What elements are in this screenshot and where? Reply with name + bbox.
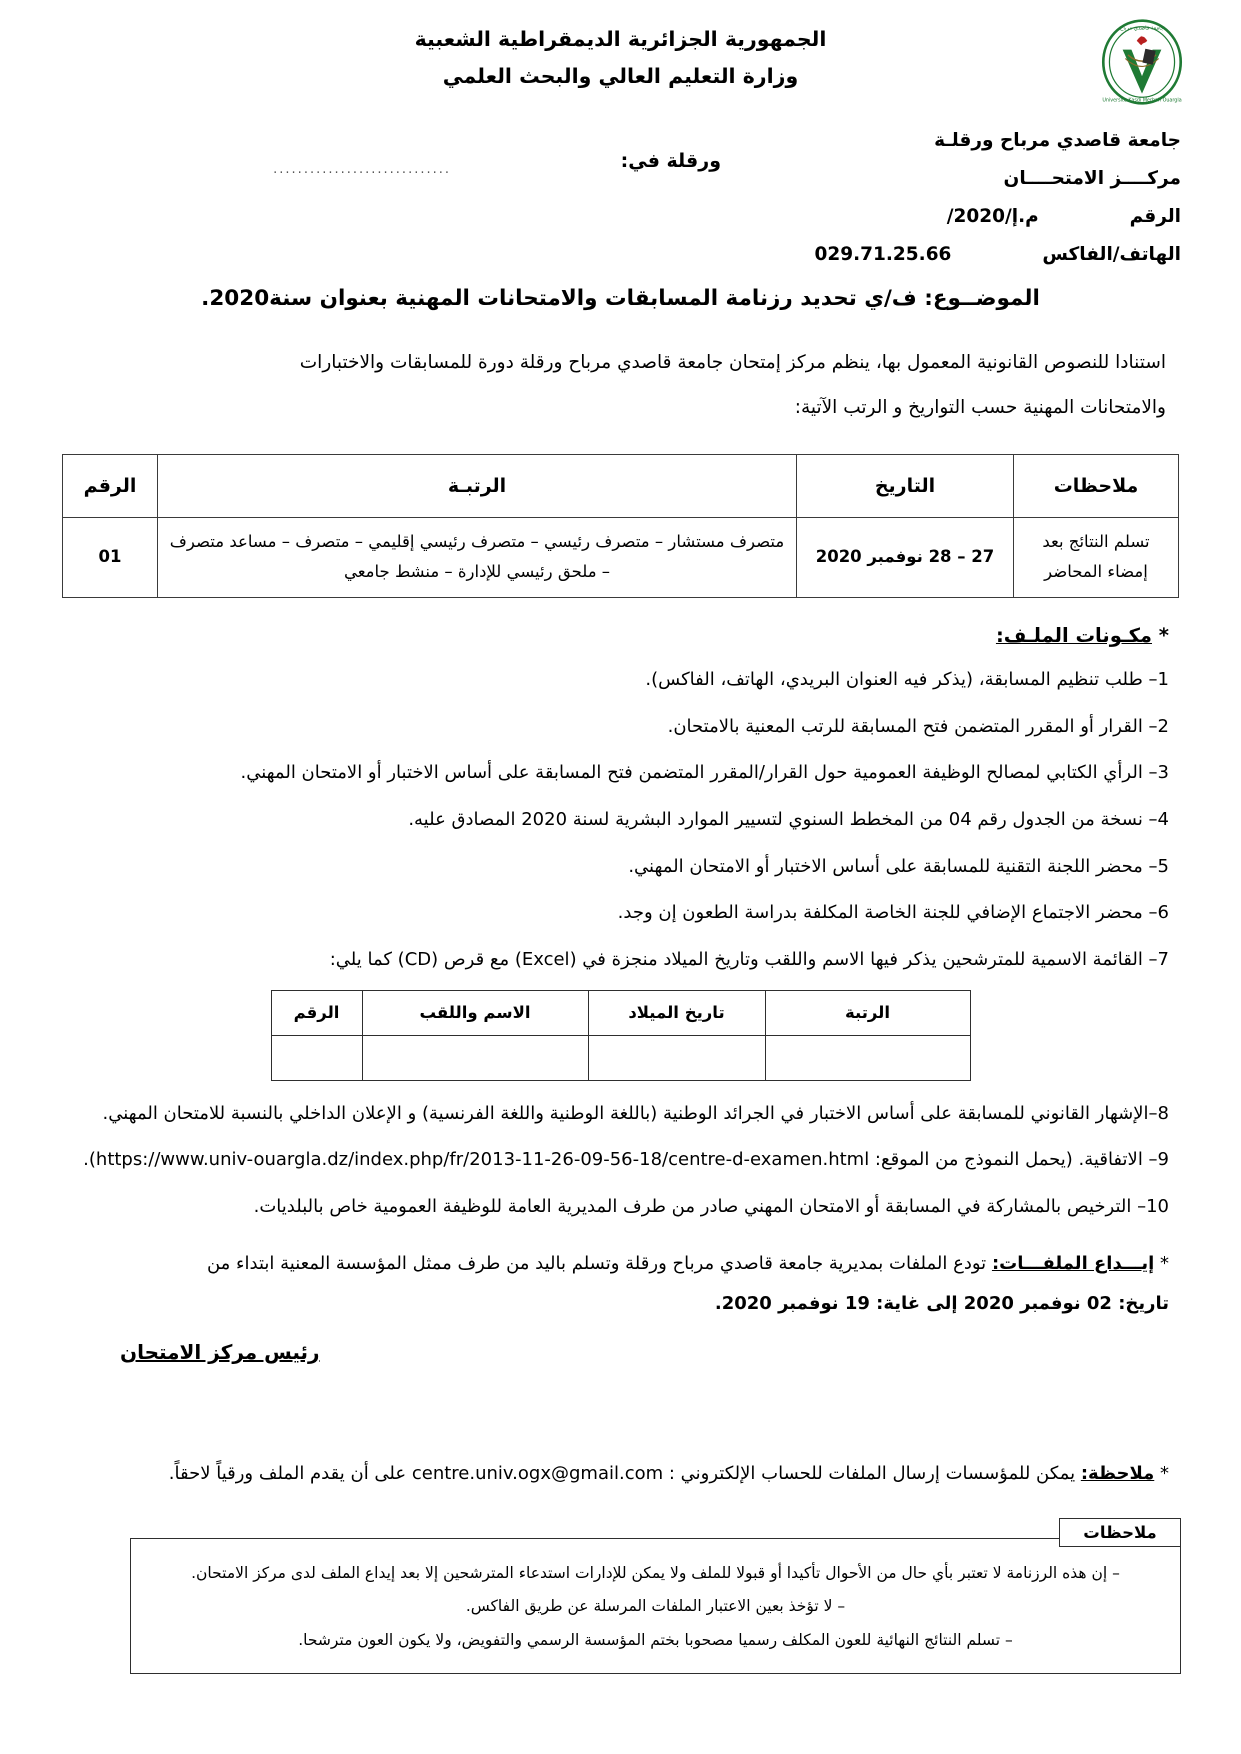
list-item: 8–الإشهار القانوني للمسابقة على أساس الاختبار في الجرائد الوطنية (باللغة الوطنية واللغة الفرنسية) و الإعلان الداخلي بالنسبة للامتحان المهني. (102, 1102, 1169, 1124)
list-item: 5– محضر اللجنة التقنية للمسابقة على أساس الاختبار أو الامتحان المهني. (628, 855, 1169, 877)
inner-table-header-row (271, 990, 970, 1035)
file-components-heading (72, 624, 1169, 647)
header-date: التاريخ (797, 454, 1014, 517)
phone-fax-value: 029.71.25.66 (814, 243, 952, 265)
inner-table-row (271, 1035, 970, 1080)
header-notes: ملاحظات (1014, 454, 1179, 517)
cell-date: 27 – 28 نوفمبر 2020 (797, 517, 1014, 597)
list-item: 4– نسخة من الجدول رقم 04 من المخطط السنوي لتسيير الموارد البشرية لسنة 2020 المصادق عليه. (408, 808, 1169, 830)
intro-paragraph (85, 344, 1166, 428)
list-item: 1– طلب تنظيم المسابقة، (يذكر فيه العنوان البريدي، الهاتف، الفاكس). (645, 668, 1169, 690)
deposit-main-line (80, 1245, 1169, 1284)
header-number: الرقم (63, 454, 158, 517)
footer-notes-box (130, 1523, 1181, 1674)
exam-center-name: مركــــز الامتحــــان (1003, 167, 1181, 189)
table-row (63, 517, 1179, 597)
footer-notes-body (130, 1538, 1181, 1674)
bullet-star: * (1160, 1252, 1169, 1274)
table-header-row (63, 454, 1179, 517)
candidates-table-wrapper (271, 990, 971, 1081)
signature-title: رئيس مركز الامتحان (120, 1340, 320, 1365)
cell-notes: تسلم النتائج بعد إمضاء المحاضر (1014, 517, 1179, 597)
file-components-list-continued (80, 1095, 1169, 1227)
deposit-dates: تاريخ: 02 نوفمبر 2020 إلى غاية: 19 نوفمبر 2020. (714, 1293, 1169, 1315)
inner-cell-birthdate (588, 1035, 765, 1080)
inner-cell-name (362, 1035, 588, 1080)
reference-number-value: /م.إ/2020 (946, 205, 1039, 227)
intro-line-2: والامتحانات المهنية حسب التواريخ و الرتب الآتية: (794, 397, 1166, 419)
bullet-star: * (1158, 623, 1169, 647)
candidates-table (271, 990, 971, 1081)
institution-info (761, 122, 1181, 274)
university-seal-icon (1098, 18, 1186, 106)
list-item: 7– القائمة الاسمية للمترشحين يذكر فيها الاسم واللقب وتاريخ الميلاد منجزة في (Excel) مع قرص (CD) كما يلي: (329, 949, 1169, 971)
footer-note-line: – إن هذه الرزنامة لا تعتبر بأي حال من الأحوال تأكيدا أو قبولا للملف ولا يمكن للإدارات استدعاء المترشحين إلا بعد إيداع الملف لدى مركز الامتحان. (191, 1564, 1120, 1583)
phone-fax-row (761, 236, 1181, 274)
cell-number: 01 (63, 517, 158, 597)
email-address: centre.univ.ogx@gmail.com (411, 1463, 664, 1485)
svg-text:جامعة قاصدي مرباح: جامعة قاصدي مرباح (1119, 25, 1165, 32)
email-note-before: يمكن للمؤسسات إرسال الملفات للحساب الإلكتروني : (668, 1463, 1076, 1485)
phone-fax-label: الهاتف/الفاكس (1042, 243, 1181, 265)
footer-notes-title: ملاحظات (1059, 1518, 1181, 1547)
deposit-text: تودع الملفات بمديرية جامعة قاصدي مرباح ورقلة وتسلم باليد من طرف ممثل المؤسسة المعنية ابتداء من (206, 1252, 987, 1274)
inner-cell-rank (765, 1035, 970, 1080)
place-date-label: ورقلة في: (620, 150, 721, 172)
email-note-section (80, 1456, 1169, 1492)
deposit-section (80, 1245, 1169, 1324)
email-note-label: ملاحظة: (1080, 1463, 1155, 1485)
inner-cell-number (271, 1035, 362, 1080)
list-item: 6– محضر الاجتماع الإضافي للجنة الخاصة المكلفة بدراسة الطعون إن وجد. (617, 902, 1169, 924)
file-components-list (80, 661, 1169, 980)
deposit-label: إيـــداع الملفـــات: (991, 1252, 1155, 1274)
document-header (0, 0, 1241, 110)
header-titles (0, 0, 1241, 92)
header-rank: الرتبـة (158, 454, 797, 517)
list-item: 3– الرأي الكتابي لمصالح الوظيفة العمومية حول القرار/المقرر المتضمن فتح المسابقة على أساس الاختبار أو الامتحان المهني. (240, 762, 1169, 784)
intro-line-1: استنادا للنصوص القانونية المعمول بها، ينظم مركز إمتحان جامعة قاصدي مرباح ورقلة دورة للمسابقات والاختبارات (299, 352, 1166, 374)
cell-rank: متصرف مستشار – متصرف رئيسي – متصرف رئيسي إقليمي – متصرف – مساعد متصرف – ملحق رئيسي للإدارة – منشط جامعي (158, 517, 797, 597)
document-subject: الموضــوع: ف/ي تحديد رزنامة المسابقات والامتحانات المهنية بعنوان سنة2020. (201, 286, 1040, 311)
inner-header-rank: الرتبة (765, 990, 970, 1035)
date-dotted-line: ............................. (273, 162, 451, 177)
university-name: جامعة قاصدي مرباح ورقلـة (934, 130, 1181, 151)
ministry-title: وزارة التعليم العالي والبحث العلمي (442, 63, 799, 88)
list-item: 9– الاتفاقية. (يحمل النموذج من الموقع: https://www.univ-ouargla.dz/index.php/fr/2013-11-26-09-56-18/centre-d-examen.html). (83, 1149, 1169, 1171)
inner-header-birthdate: تاريخ الميلاد (588, 990, 765, 1035)
list-item: 2– القرار أو المقرر المتضمن فتح المسابقة للرتب المعنية بالامتحان. (667, 715, 1169, 737)
inner-header-number: الرقم (271, 990, 362, 1035)
footer-note-line: – تسلم النتائج النهائية للعون المكلف رسميا مصحوبا بختم المؤسسة الرسمي والتفويض، ولا يكون العون مترشحا. (298, 1630, 1013, 1649)
schedule-table (62, 454, 1179, 598)
reference-number-label: الرقم (1129, 205, 1181, 227)
svg-text:Universite Kasdi Merbah Ouargl: Universite Kasdi Merbah Ouargla (1102, 98, 1182, 104)
footer-note-line: – لا تؤخذ بعين الاعتبار الملفات المرسلة عن طريق الفاكس. (465, 1597, 846, 1616)
republic-title: الجمهورية الجزائرية الديمقراطية الشعبية (414, 27, 827, 51)
bullet-star: * (1160, 1463, 1169, 1485)
schedule-table-wrapper (62, 454, 1179, 598)
reference-number-row (761, 198, 1181, 236)
info-block (0, 122, 1241, 265)
list-item: 10– الترخيص بالمشاركة في المسابقة أو الامتحان المهني صادر من طرف المديرية العامة للوظيفة العمومية خاص بالبلديات. (253, 1196, 1169, 1218)
file-components-title: مكـونات الملـف: (995, 623, 1152, 647)
email-note-after: على أن يقدم الملف ورقياً لاحقاً. (168, 1463, 407, 1485)
inner-header-name: الاسم واللقب (362, 990, 588, 1035)
signature-block (0, 1340, 1241, 1364)
